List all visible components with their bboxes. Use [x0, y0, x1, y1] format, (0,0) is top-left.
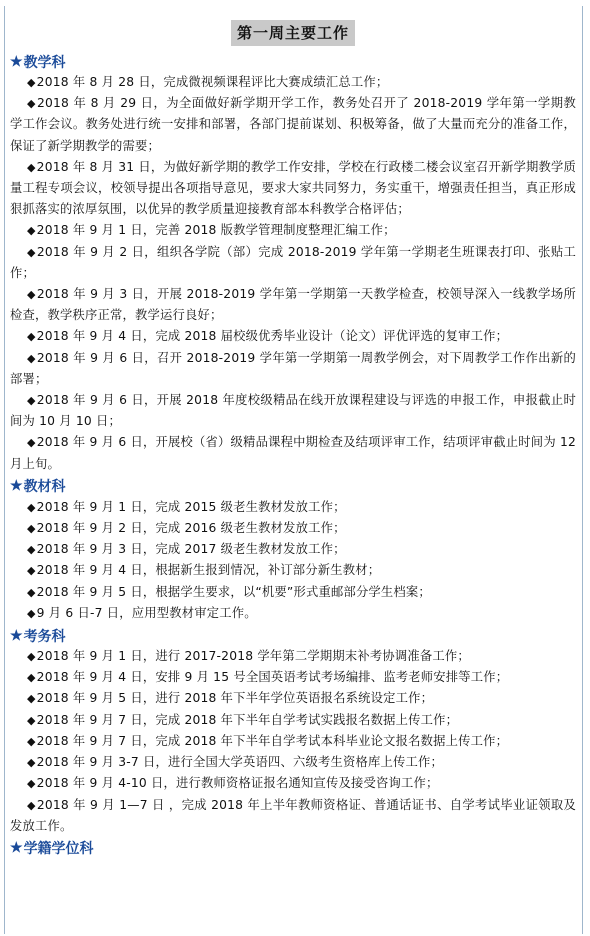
list-item-text: 2018 年 8 月 28 日，完成微视频课程评比大赛成绩汇总工作； [36, 75, 389, 89]
star-icon: ★ [10, 478, 23, 495]
list-item [10, 582, 576, 603]
diamond-bullet-icon: ◆ [27, 394, 36, 408]
section-heading [10, 625, 576, 646]
section-heading [10, 838, 576, 859]
diamond-bullet-icon: ◆ [27, 692, 36, 706]
list-item [10, 72, 576, 93]
list-item-text: 2018 年 9 月 1 日，进行 2017-2018 学年第二学期期末补考协调准备工作； [36, 649, 470, 664]
diamond-bullet-icon: ◆ [27, 224, 36, 238]
list-item-text: 2018 年 9 月 2 日，完成 2016 级老生教材发放工作； [36, 521, 346, 536]
list-item-text: 2018 年 9 月 3-7 日，进行全国大学英语四、六级考生资格库上传工作； [36, 755, 443, 770]
list-item-text: 2018 年 9 月 7 日，完成 2018 年下半年自学考试实践报名数据上传工作； [36, 712, 459, 727]
title-bar [10, 16, 576, 50]
diamond-bullet-icon: ◆ [27, 245, 36, 259]
star-icon: ★ [10, 53, 23, 70]
list-item-text: 2018 年 9 月 4 日，完成 2018 届校级优秀毕业设计（论文）评优评选的复审工作； [36, 329, 509, 344]
diamond-bullet-icon: ◆ [27, 777, 36, 791]
list-item [10, 603, 576, 624]
diamond-bullet-icon: ◆ [27, 351, 36, 365]
diamond-bullet-icon: ◆ [27, 713, 36, 727]
list-item [10, 752, 576, 773]
list-item-text: 2018 年 9 月 4 日，安排 9 月 15 号全国英语考试考场编排、监考老师安排等工作； [36, 670, 509, 685]
section-heading-label: 考务科 [23, 628, 66, 645]
list-item [10, 326, 576, 347]
diamond-bullet-icon: ◆ [27, 436, 36, 450]
diamond-bullet-icon: ◆ [27, 97, 36, 111]
star-icon: ★ [10, 627, 23, 644]
list-item [10, 731, 576, 752]
list-item-text: 2018 年 8 月 29 日，为全面做好新学期开学工作，教务处召开了 2018-2019 学年第一学期教学工作会议。教务处进行统一安排和部署，各部门提前谋划、积极筹备，做了大量而充分的准备工作，保证了新学期教学的需要； [10, 96, 576, 153]
list-item [10, 93, 576, 157]
list-item [10, 220, 576, 241]
list-item [10, 390, 576, 432]
list-item [10, 284, 576, 326]
diamond-bullet-icon: ◆ [27, 671, 36, 685]
list-item-text: 2018 年 9 月 3 日，开展 2018-2019 学年第一学期第一天教学检查，校领导深入一线教学场所检查，教学秩序正常，教学运行良好； [10, 287, 576, 323]
list-item [10, 518, 576, 539]
section-heading-label: 教学科 [23, 54, 66, 71]
list-item-text: 2018 年 9 月 1 日，完成 2015 级老生教材发放工作； [36, 499, 346, 514]
document-body [10, 16, 576, 934]
list-item [10, 497, 576, 518]
section-heading-label: 学籍学位科 [23, 841, 94, 858]
diamond-bullet-icon: ◆ [27, 330, 36, 344]
list-item [10, 795, 576, 837]
list-item-text: 2018 年 9 月 1—7 日 ，完成 2018 年上半年教师资格证、普通话证书、自学考试毕业证领取及发放工作。 [10, 797, 576, 833]
section-heading [10, 51, 576, 72]
list-item-text: 2018 年 9 月 4-10 日，进行教师资格证报名通知宣传及接受咨询工作； [36, 776, 439, 791]
list-item-text: 2018 年 9 月 5 日，进行 2018 年下半年学位英语报名系统设定工作； [36, 691, 434, 706]
list-item-text: 2018 年 9 月 6 日，开展 2018 年度校级精品在线开放课程建设与评选的申报工作，申报截止时间为 10 月 10 日； [10, 393, 576, 429]
list-item-text: 2018 年 9 月 3 日，完成 2017 级老生教材发放工作； [36, 542, 346, 557]
list-item [10, 773, 576, 794]
list-item-text: 2018 年 9 月 5 日，根据学生要求，以“机要”形式重邮部分学生档案； [36, 584, 431, 599]
list-item [10, 348, 576, 390]
list-item [10, 432, 576, 474]
diamond-bullet-icon: ◆ [27, 543, 36, 557]
list-item-text: 2018 年 9 月 6 日，召开 2018-2019 学年第一学期第一周教学例会，对下周教学工作作出新的部署； [10, 350, 576, 386]
list-item-text: 2018 年 9 月 6 日，开展校（省）级精品课程中期检查及结项评审工作，结项评审截止时间为 12 月上旬。 [10, 435, 576, 471]
list-item [10, 710, 576, 731]
list-item-text: 2018 年 9 月 2 日，组织各学院（部）完成 2018-2019 学年第一学期老生班课表打印、张贴工作； [10, 244, 576, 280]
list-item-text: 2018 年 9 月 7 日，完成 2018 年下半年自学考试本科毕业论文报名数据上传工作； [36, 733, 509, 748]
diamond-bullet-icon: ◆ [27, 606, 36, 620]
diamond-bullet-icon: ◆ [27, 650, 36, 664]
section-heading-label: 教材科 [23, 479, 66, 496]
list-item [10, 688, 576, 709]
list-item-text: 9 月 6 日-7 日，应用型教材审定工作。 [36, 605, 257, 620]
diamond-bullet-icon: ◆ [27, 160, 36, 174]
diamond-bullet-icon: ◆ [27, 585, 36, 599]
document-title: 第一周主要工作 [231, 20, 355, 46]
diamond-bullet-icon: ◆ [27, 288, 36, 302]
star-icon: ★ [10, 840, 23, 857]
diamond-bullet-icon: ◆ [27, 76, 36, 89]
list-item-text: 2018 年 9 月 4 日，根据新生报到情况，补订部分新生教材； [36, 563, 381, 578]
section-heading [10, 476, 576, 497]
sections-container [10, 51, 576, 859]
list-item-text: 2018 年 8 月 31 日，为做好新学期的教学工作安排，学校在行政楼二楼会议室召开新学期教学质量工程专项会议，校领导提出各项指导意见，要求大家共同努力，务实重干，增强责任担当，真正形成狠抓落实的浓厚氛围，以优异的教学质量迎接教育部本科教学合格评估； [10, 159, 576, 217]
list-item [10, 560, 576, 581]
list-item [10, 539, 576, 560]
list-item [10, 242, 576, 284]
diamond-bullet-icon: ◆ [27, 756, 36, 770]
diamond-bullet-icon: ◆ [27, 734, 36, 748]
list-item [10, 646, 576, 667]
diamond-bullet-icon: ◆ [27, 798, 36, 812]
diamond-bullet-icon: ◆ [27, 522, 36, 536]
list-item [10, 667, 576, 688]
diamond-bullet-icon: ◆ [27, 564, 36, 578]
list-item [10, 157, 576, 221]
diamond-bullet-icon: ◆ [27, 500, 36, 514]
list-item-text: 2018 年 9 月 1 日，完善 2018 版教学管理制度整理汇编工作； [36, 223, 396, 238]
